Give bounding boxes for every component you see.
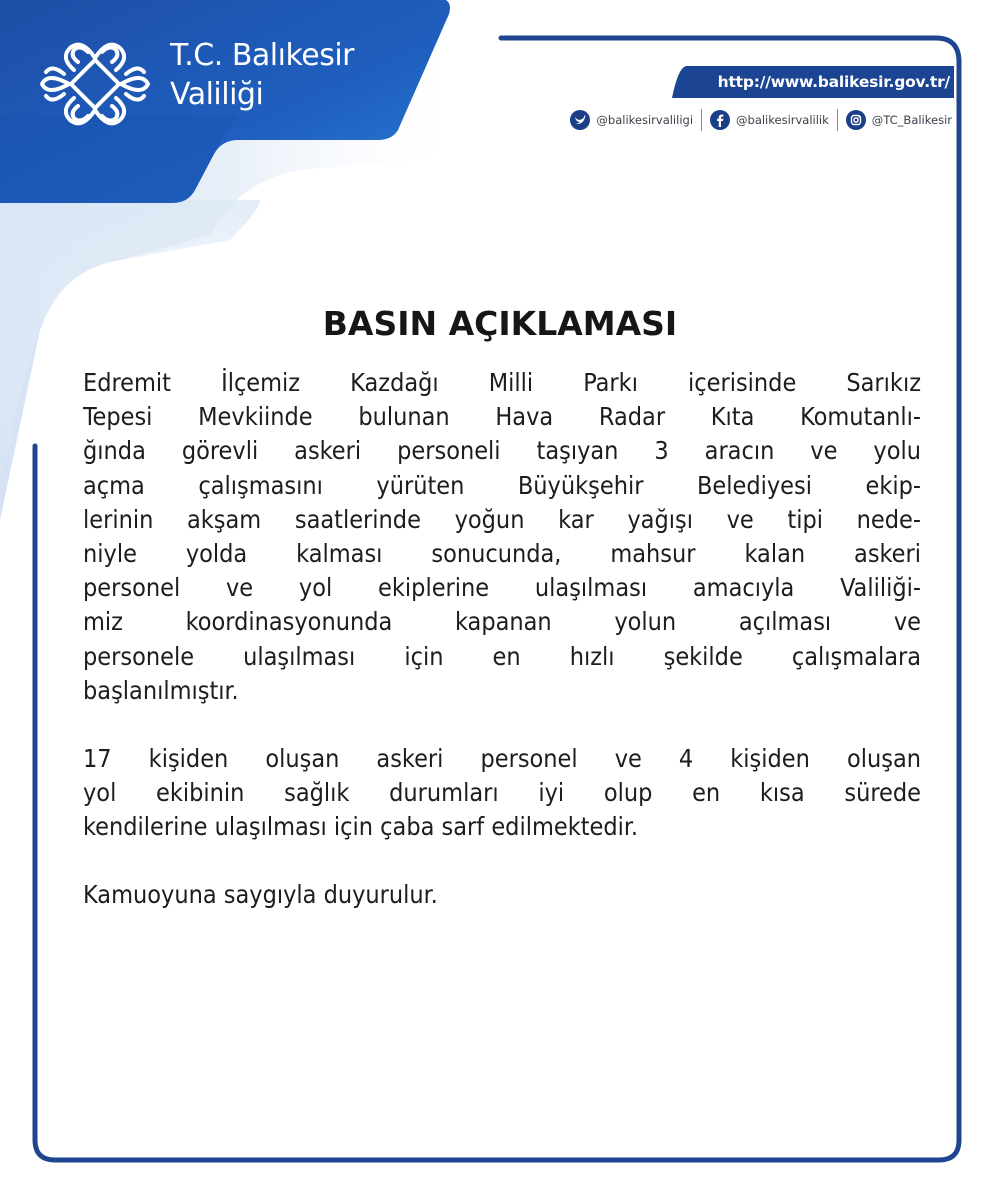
press-release-body [83, 366, 921, 913]
text-line: Tepesi Mevkiinde bulunan Hava Radar Kıta Komutanlı- [83, 402, 921, 432]
text-line: lerinin akşam saatlerinde yoğun kar yağışı ve tipi nede- [83, 504, 921, 534]
text-line: ğında görevli askeri personeli taşıyan 3 aracın ve yolu [83, 436, 921, 466]
text-line: başlanılmıştır. [83, 675, 239, 705]
twitter-handle: @balikesirvaliligi [596, 113, 694, 127]
text-line: personele ulaşılması için en hızlı şekilde çalışmalara [83, 641, 921, 671]
facebook-link[interactable] [710, 110, 829, 130]
text-line: kendilerine ulaşılması için çaba sarf edilmektedir. [83, 812, 638, 842]
separator [837, 109, 838, 131]
instagram-link[interactable] [846, 110, 952, 130]
text-line: Kamuoyuna saygıyla duyurulur. [83, 880, 438, 910]
twitter-icon [570, 110, 590, 130]
text-line: personel ve yol ekiplerine ulaşılması amacıyla Valiliği- [83, 573, 921, 603]
instagram-handle: @TC_Balikesir [871, 113, 952, 127]
brand-line-1: T.C. Balıkesir [170, 38, 355, 73]
instagram-icon [846, 110, 866, 130]
facebook-icon [710, 110, 730, 130]
document-title: BASIN AÇIKLAMASI [322, 304, 678, 343]
twitter-link[interactable] [570, 110, 693, 130]
paragraph-2 [83, 742, 921, 845]
paragraph-3 [83, 878, 921, 912]
text-line: Edremit İlçemiz Kazdağı Milli Parkı içerisinde Sarıkız [83, 368, 921, 397]
brand-line-2: Valiliği [170, 77, 264, 112]
text-line: 17 kişiden oluşan askeri personel ve 4 kişiden oluşan [83, 743, 921, 773]
text-line: açma çalışmasını yürüten Büyükşehir Belediyesi ekip- [83, 470, 921, 500]
paragraph-spacer [83, 708, 921, 742]
paragraph-spacer [83, 844, 921, 878]
website-link[interactable]: http://www.balikesir.gov.tr/ [717, 73, 950, 91]
text-line: miz koordinasyonunda kapanan yolun açılması ve [83, 607, 921, 637]
text-line: yol ekibinin sağlık durumları iyi olup en kısa sürede [83, 778, 921, 808]
social-links [570, 106, 952, 134]
paragraph-1 [83, 366, 921, 708]
facebook-handle: @balikesirvalilik [736, 113, 829, 127]
separator [701, 109, 702, 131]
text-line: niyle yolda kalması sonucunda, mahsur kalan askeri [83, 538, 921, 568]
